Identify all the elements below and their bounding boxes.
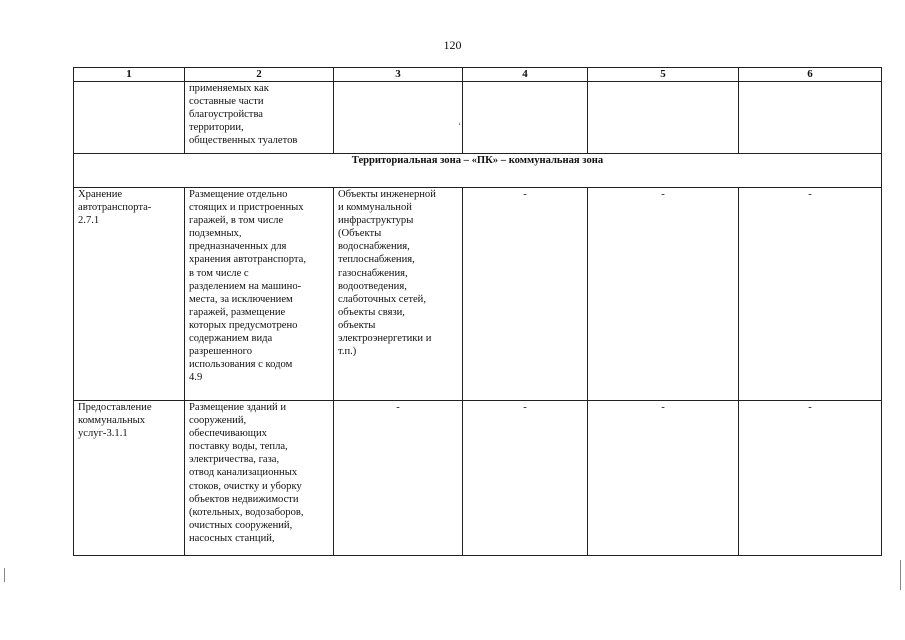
text-line: автотранспорта- — [78, 202, 152, 214]
zone-heading: Территориальная зона – «ПК» – коммунальная зона — [74, 154, 882, 188]
text-line: т.п.) — [338, 346, 357, 358]
text-line: объектов недвижимости — [189, 493, 299, 505]
text-line: стоков, очистку и уборку — [189, 480, 302, 492]
text-line: разрешенного — [189, 346, 253, 358]
text-line: Предоставление — [78, 402, 152, 413]
cell-col4-dash: - — [463, 401, 588, 556]
header-col-6: 6 — [739, 68, 882, 82]
text-line: 4.9 — [189, 372, 203, 384]
cell-auxiliary-uses — [334, 188, 463, 401]
text-line: предназначенных для — [189, 241, 287, 253]
table-row-continuation — [74, 82, 882, 154]
text-line: применяемых как — [189, 83, 269, 94]
zone-heading-row — [74, 154, 882, 188]
text-line: благоустройства — [189, 109, 264, 121]
header-col-2: 2 — [185, 68, 334, 82]
cell-continuation-col4 — [463, 82, 588, 154]
text-line: услуг-3.1.1 — [78, 428, 128, 440]
cell-col4-dash: - — [463, 188, 588, 401]
text-line: 2.7.1 — [78, 215, 100, 227]
text-line: гаражей, в том числе — [189, 215, 284, 227]
text-line: (Объекты — [338, 228, 382, 240]
text-line: места, за исключением — [189, 293, 293, 305]
cell-continuation-col2 — [185, 82, 334, 154]
text-line: Хранение — [78, 189, 123, 200]
text-line: общественных туалетов — [189, 135, 298, 147]
text-line: объекты — [338, 319, 376, 331]
header-col-1: 1 — [74, 68, 185, 82]
text-line: очистных сооружений, — [189, 519, 293, 531]
text-line: обеспечивающих — [189, 428, 267, 440]
cell-continuation-col6 — [739, 82, 882, 154]
text-line: и коммунальной — [338, 202, 412, 214]
text-line: газоснабжения, — [338, 267, 408, 279]
text-line: водоснабжения, — [338, 241, 410, 253]
text-line: объекты связи, — [338, 306, 405, 318]
text-line: электроэнергетики и — [338, 333, 432, 345]
text-line: Размещение отдельно — [189, 189, 288, 200]
text-line: насосных станций, — [189, 532, 275, 544]
page-number: 120 — [443, 38, 462, 52]
cell-continuation-col3 — [334, 82, 463, 154]
header-col-3: 3 — [334, 68, 463, 82]
cell-description — [185, 401, 334, 556]
cell-description — [185, 188, 334, 401]
text-line: водоотведения, — [338, 280, 407, 292]
scan-edge-mark-right — [900, 560, 901, 590]
header-col-4: 4 — [463, 68, 588, 82]
scan-edge-mark-left — [4, 568, 5, 582]
cell-use-type — [74, 188, 185, 401]
cell-col5-dash: - — [588, 188, 739, 401]
text-line: стоящих и пристроенных — [189, 202, 304, 214]
text-line: Размещение зданий и — [189, 402, 286, 413]
text-line: инфраструктуры — [338, 215, 414, 227]
text-line: отвод канализационных — [189, 467, 298, 479]
text-line: подземных, — [189, 228, 242, 240]
text-line: (котельных, водозаборов, — [189, 506, 304, 518]
cell-col3-dash: - — [334, 401, 463, 556]
cell-continuation-col5 — [588, 82, 739, 154]
header-col-5: 5 — [588, 68, 739, 82]
text-line: электричества, газа, — [189, 454, 280, 466]
text-line: Объекты инженерной — [338, 189, 436, 200]
cell-col6-dash: - — [739, 401, 882, 556]
header-row — [74, 68, 882, 82]
cell-use-type — [74, 401, 185, 556]
text-line: коммунальных — [78, 415, 146, 427]
text-line: гаражей, размещение — [189, 306, 286, 318]
text-line: слаботочных сетей, — [338, 293, 426, 305]
text-line: хранения автотранспорта, — [189, 254, 306, 266]
table-row — [74, 188, 882, 401]
table-row — [74, 401, 882, 556]
text-line: составные части — [189, 96, 264, 108]
cell-continuation-col1 — [74, 82, 185, 154]
cell-col5-dash: - — [588, 401, 739, 556]
text-line: в том числе с — [189, 267, 249, 279]
text-line: разделением на машино- — [189, 280, 302, 292]
land-use-table — [73, 67, 882, 556]
text-line: использования с кодом — [189, 359, 293, 371]
text-line: сооружений, — [189, 415, 247, 427]
text-line: территории, — [189, 122, 244, 134]
text-line: которых предусмотрено — [189, 319, 298, 331]
text-line: теплоснабжения, — [338, 254, 415, 266]
text-line: поставку воды, тепла, — [189, 441, 288, 453]
stray-mark: ‘ — [458, 121, 461, 131]
text-line: содержанием вида — [189, 333, 273, 345]
cell-col6-dash: - — [739, 188, 882, 401]
